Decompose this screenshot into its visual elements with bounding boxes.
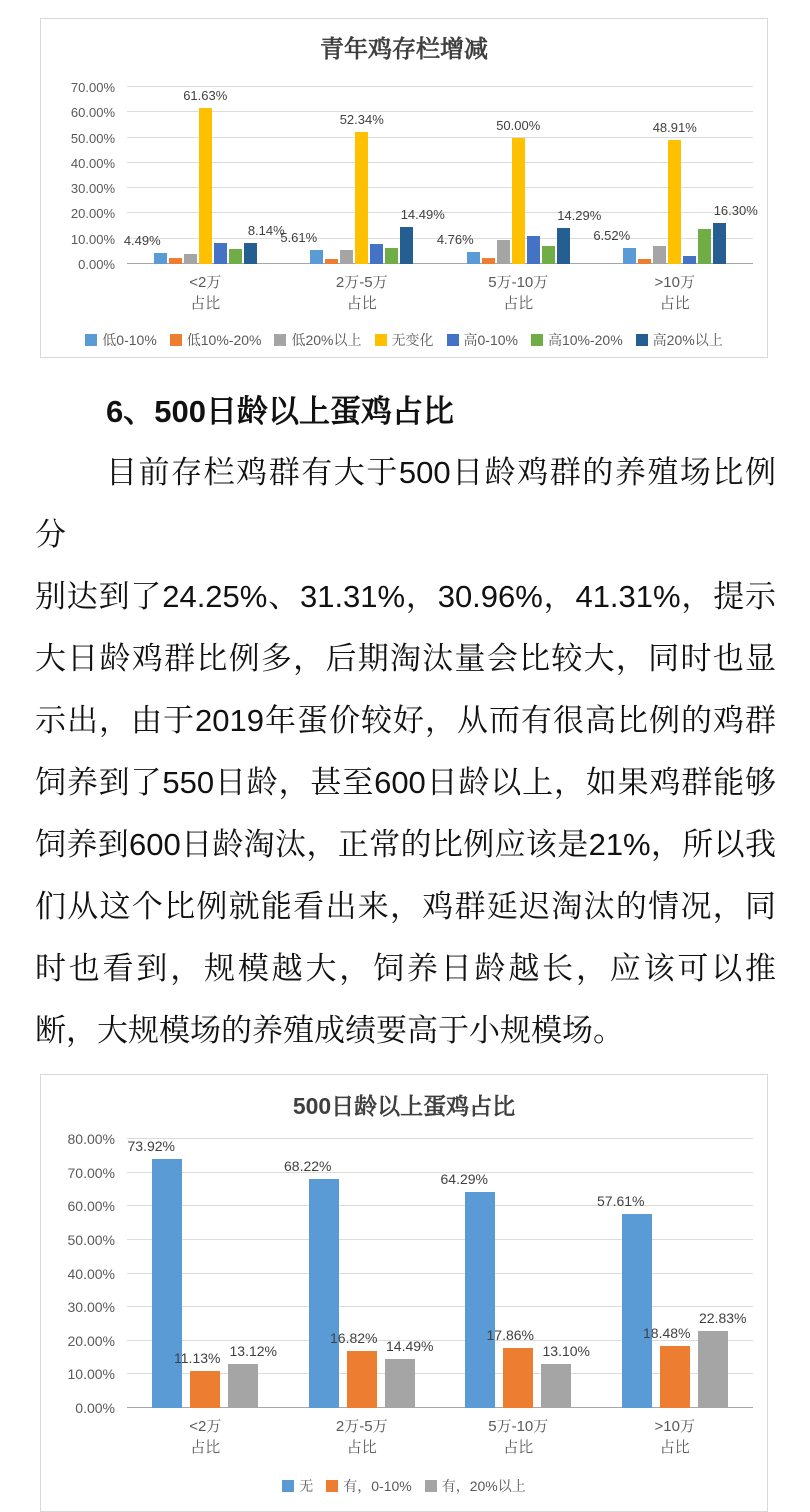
legend-swatch xyxy=(447,334,459,346)
x-axis-label-line: 占比 xyxy=(659,1439,690,1456)
bar-group xyxy=(284,1139,441,1408)
bar-有，0-10% xyxy=(174,1349,221,1408)
paragraph-line: 们从这个比例就能看出来，鸡群延迟淘汰的情况，同 xyxy=(35,889,776,924)
y-tick-label: 20.00% xyxy=(70,206,115,222)
bar-高0-10% xyxy=(214,243,227,264)
x-axis-label-line: 占比 xyxy=(190,295,221,312)
bar-高20%以上 xyxy=(400,207,445,264)
bar-有，20%以上 xyxy=(698,1310,747,1408)
bar-data-label: 14.49% xyxy=(400,207,445,223)
bar-低10%-20% xyxy=(325,259,338,264)
legend-label: 低10%-20% xyxy=(186,332,262,348)
bar-有，0-10% xyxy=(330,1330,378,1408)
legend-swatch xyxy=(531,334,543,346)
bar-data-label: 16.30% xyxy=(713,202,758,218)
legend-swatch xyxy=(170,334,182,346)
x-axis-label xyxy=(440,1416,597,1458)
y-tick-label: 0.00% xyxy=(78,257,115,272)
chart-title: 青年鸡存栏增减 xyxy=(320,36,488,63)
legend-label: 无 xyxy=(299,1478,314,1494)
legend-swatch xyxy=(326,1480,338,1492)
x-axis-label-line: 占比 xyxy=(346,1439,377,1456)
legend-item xyxy=(170,330,262,350)
legend-swatch xyxy=(85,334,97,346)
bar-group xyxy=(436,87,602,264)
text-section xyxy=(35,390,776,1062)
bar-高10%-20% xyxy=(542,246,555,264)
bar-有，20%以上 xyxy=(385,1338,434,1408)
bar-group xyxy=(280,87,445,264)
bar-高10%-20% xyxy=(698,229,711,264)
bar-高10%-20% xyxy=(385,248,398,264)
bar-低10%-20% xyxy=(169,258,182,264)
bar-data-label: 18.48% xyxy=(643,1324,691,1341)
x-axis-label xyxy=(284,272,441,314)
x-axis-label-line: <2万 xyxy=(189,274,222,291)
bar-data-label: 13.12% xyxy=(229,1342,277,1359)
legend-label: 高20%以上 xyxy=(652,332,723,348)
y-tick-label: 0.00% xyxy=(75,1400,115,1416)
legend-label: 有，20%以上 xyxy=(441,1478,526,1494)
y-tick-label: 70.00% xyxy=(70,80,115,95)
x-axis-label-line: 5万-10万 xyxy=(488,274,549,291)
x-axis-label xyxy=(127,1416,284,1458)
y-tick-label: 30.00% xyxy=(67,1299,115,1316)
bar-data-label: 16.82% xyxy=(330,1330,378,1347)
bar-data-label: 11.13% xyxy=(174,1349,221,1366)
bar-无 xyxy=(284,1157,339,1408)
bar-高10%-20% xyxy=(229,249,242,264)
x-axis-label xyxy=(127,272,284,314)
x-axis-label-line: 占比 xyxy=(190,1439,221,1456)
bars-layer xyxy=(123,87,758,264)
bar-有，20%以上 xyxy=(541,1342,590,1408)
x-axis-label-line: <2万 xyxy=(189,1418,222,1435)
bar-group xyxy=(123,87,285,264)
y-tick-label: 10.00% xyxy=(67,1366,115,1383)
paragraph-line: 示出，由于2019年蛋价较好，从而有很高比例的鸡群 xyxy=(35,703,776,738)
x-axis-label xyxy=(597,272,754,314)
x-axis-label-line: >10万 xyxy=(654,274,695,291)
paragraph-line: 别达到了24.25%、31.31%，30.96%，41.31%，提示 xyxy=(35,579,776,614)
bar-高0-10% xyxy=(683,256,696,264)
bar-data-label: 57.61% xyxy=(597,1193,645,1210)
bar-高20%以上 xyxy=(557,207,602,264)
chart-title: 500日龄以上蛋鸡占比 xyxy=(292,1093,516,1119)
legend-label: 无变化 xyxy=(391,332,434,348)
bar-data-label: 8.14% xyxy=(247,223,285,239)
x-axis xyxy=(127,272,753,314)
paragraph-line: 目前存栏鸡群有大于500日龄鸡群的养殖场比例分 xyxy=(35,455,776,552)
chart-card-young-chicken-inventory xyxy=(40,18,768,358)
legend-item xyxy=(636,330,723,350)
bar-低20%以上 xyxy=(340,250,353,264)
legend-item xyxy=(531,330,623,350)
legend-item xyxy=(326,1476,411,1496)
y-tick-label: 30.00% xyxy=(70,181,115,197)
bar-低10%-20% xyxy=(482,258,495,264)
bar-data-label: 61.63% xyxy=(183,88,228,104)
x-axis-label-line: 5万-10万 xyxy=(488,1418,549,1435)
legend-swatch xyxy=(274,334,286,346)
bar-高20%以上 xyxy=(713,202,758,264)
bar-data-label: 14.49% xyxy=(386,1338,434,1355)
section-heading: 6、500日龄以上蛋鸡占比 xyxy=(106,394,454,429)
bar-低20%以上 xyxy=(497,240,510,264)
y-tick-label: 10.00% xyxy=(70,231,115,247)
bar-group xyxy=(127,1139,284,1408)
chart-legend xyxy=(41,330,767,350)
bar-有，0-10% xyxy=(486,1326,534,1408)
legend-item xyxy=(425,1476,526,1496)
bar-data-label: 73.92% xyxy=(127,1138,175,1155)
bar-低20%以上 xyxy=(184,254,197,264)
bar-data-label: 4.76% xyxy=(436,231,474,247)
bar-低0-10% xyxy=(436,231,480,264)
bar-无 xyxy=(597,1193,652,1408)
bar-高0-10% xyxy=(527,236,540,264)
chart-card-hens-over-500-days xyxy=(40,1074,768,1512)
bar-data-label: 17.86% xyxy=(486,1326,534,1343)
x-axis xyxy=(127,1416,753,1458)
x-axis-label-line: 占比 xyxy=(346,295,377,312)
legend-label: 高10%-20% xyxy=(547,332,623,348)
bar-无 xyxy=(127,1138,182,1408)
bar-group xyxy=(593,87,758,264)
legend-swatch xyxy=(636,334,648,346)
bar-data-label: 52.34% xyxy=(339,111,384,127)
bar-低0-10% xyxy=(123,232,167,264)
bar-高0-10% xyxy=(370,244,383,264)
legend-item xyxy=(447,330,518,350)
bar-有，0-10% xyxy=(643,1324,691,1408)
y-tick-label: 60.00% xyxy=(70,105,115,121)
legend-swatch xyxy=(282,1480,294,1492)
bar-高20%以上 xyxy=(244,223,285,264)
bar-data-label: 50.00% xyxy=(496,117,541,133)
y-tick-label: 50.00% xyxy=(70,130,115,146)
bar-data-label: 22.83% xyxy=(699,1310,747,1327)
legend-swatch xyxy=(425,1480,437,1492)
legend-item xyxy=(282,1476,313,1496)
bar-data-label: 13.10% xyxy=(542,1342,590,1359)
legend-label: 高0-10% xyxy=(463,332,518,348)
paragraph-line: 饲养到600日龄淘汰，正常的比例应该是21%，所以我 xyxy=(35,827,776,862)
bar-data-label: 4.49% xyxy=(123,232,161,248)
legend-label: 低20%以上 xyxy=(291,332,362,348)
bar-无变化 xyxy=(183,88,228,264)
paragraph-line: 时也看到，规模越大，饲养日龄越长，应该可以推 xyxy=(35,951,776,986)
bar-group xyxy=(440,1139,597,1408)
bar-data-label: 5.61% xyxy=(280,229,318,245)
y-tick-label: 50.00% xyxy=(67,1231,115,1248)
bar-无 xyxy=(440,1170,495,1408)
paragraph-line: 断，大规模场的养殖成绩要高于小规模场。 xyxy=(35,1013,624,1048)
chart-body xyxy=(41,80,767,272)
x-axis-label-line: 占比 xyxy=(659,295,690,312)
bar-data-label: 64.29% xyxy=(440,1170,488,1187)
chart-legend xyxy=(41,1476,767,1496)
x-axis-label-line: 2万-5万 xyxy=(335,1418,388,1435)
x-axis-label xyxy=(284,1416,441,1458)
x-axis-label-line: 占比 xyxy=(503,1439,534,1456)
article-page xyxy=(0,18,810,1494)
paragraph-line: 大日龄鸡群比例多，后期淘汰量会比较大，同时也显 xyxy=(35,641,776,676)
y-tick-label: 70.00% xyxy=(67,1164,115,1181)
legend-label: 有，0-10% xyxy=(343,1478,412,1494)
legend-label: 低0-10% xyxy=(102,332,157,348)
x-axis-label xyxy=(597,1416,754,1458)
legend-item xyxy=(274,330,361,350)
y-axis xyxy=(41,80,127,272)
y-axis xyxy=(41,1131,127,1416)
plot-area xyxy=(123,87,758,264)
bar-group xyxy=(597,1139,754,1408)
bar-低20%以上 xyxy=(653,246,666,264)
bar-data-label: 48.91% xyxy=(652,120,697,136)
bar-data-label: 6.52% xyxy=(593,227,631,243)
bar-低0-10% xyxy=(280,229,323,264)
x-axis-label xyxy=(440,272,597,314)
x-axis-label-line: >10万 xyxy=(654,1418,695,1435)
y-tick-label: 20.00% xyxy=(67,1332,115,1349)
x-axis-label-line: 占比 xyxy=(503,295,534,312)
bar-低10%-20% xyxy=(638,259,651,264)
paragraph-line: 饲养到了550日龄，甚至600日龄以上，如果鸡群能够 xyxy=(35,765,776,800)
body-paragraph xyxy=(35,442,776,1062)
legend-item xyxy=(375,330,434,350)
y-tick-label: 40.00% xyxy=(67,1265,115,1282)
bar-无变化 xyxy=(339,111,384,264)
bar-有，20%以上 xyxy=(228,1342,277,1408)
bars-layer xyxy=(127,1139,753,1408)
legend-item xyxy=(85,330,156,350)
x-axis-label-line: 2万-5万 xyxy=(335,274,388,291)
y-tick-label: 40.00% xyxy=(70,155,115,171)
bar-无变化 xyxy=(496,117,541,264)
bar-data-label: 14.29% xyxy=(557,207,602,223)
bar-data-label: 68.22% xyxy=(284,1157,332,1174)
legend-swatch xyxy=(375,334,387,346)
bar-低0-10% xyxy=(593,227,636,264)
y-tick-label: 80.00% xyxy=(67,1131,115,1147)
plot-area xyxy=(127,1139,753,1408)
y-tick-label: 60.00% xyxy=(67,1198,115,1215)
bar-无变化 xyxy=(652,120,697,264)
chart-body xyxy=(41,1131,767,1416)
